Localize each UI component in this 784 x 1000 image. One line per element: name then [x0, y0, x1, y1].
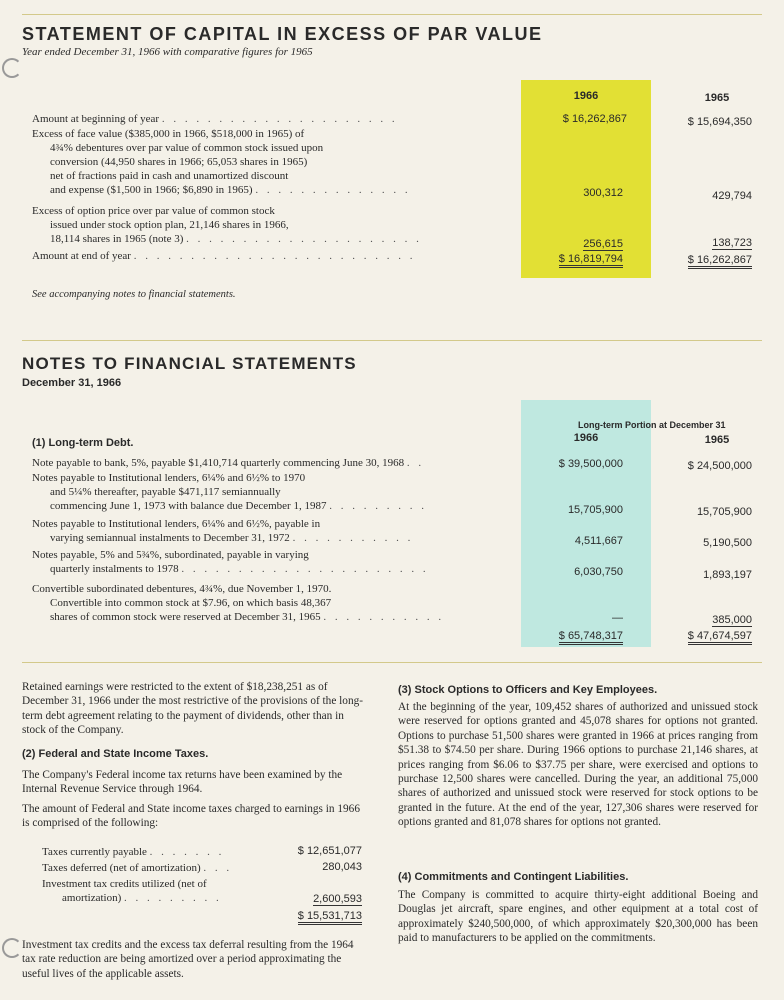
debt-total-1965: $ 47,674,597	[660, 630, 752, 642]
debt-value-1965: 5,190,500	[703, 537, 752, 549]
debt-row-label: commencing June 1, 1973 with balance due December 1, 1987 . . . . . . . . .	[50, 500, 427, 512]
col-1966: 1966	[573, 432, 599, 444]
options-paragraph: At the beginning of the year, 109,452 shares of authorized and unissued stock were reserved for options granted and 45,078 shares for options not granted. Options to purchase 51,500 shares were granted in 1966 at prices ranging from $51.38 to $74.50 per share. During 1966 options to purchase 21,146 shares, at prices ranging from $6.06 to $37.75 per share, were exercised and options to purchase 12,500 shares were cancelled. During the year, an additional 75,000 shares of authorized and unissued stock were reserved for stock options to be granted in the future. At the end of the year, 127,306 shares were reserved for options granted and 81,078 shares for options not granted.	[398, 701, 758, 829]
binder-ring-icon	[2, 58, 22, 78]
debt-row-label: Note payable to bank, 5%, payable $1,410,714 quarterly commencing June 30, 1968 . .	[32, 457, 425, 469]
section-rule	[22, 340, 762, 341]
debt-row-label: quarterly instalments to 1978 . . . . . . . . . . . . . . . . . . . . . .	[50, 563, 429, 575]
debt-row-label: varying semiannual instalments to December 31, 1972 . . . . . . . . . . .	[50, 532, 414, 544]
row-value-1966: $ 16,262,867	[562, 113, 627, 125]
binder-ring-icon	[2, 938, 22, 958]
debt-value-1965: $ 24,500,000	[687, 460, 752, 472]
debt-heading: (1) Long-term Debt.	[32, 437, 134, 449]
row-label: net of fractions paid in cash and unamortized discount	[50, 170, 289, 182]
row-value-1966: 256,615	[583, 238, 623, 250]
lt-portion-header: Long-term Portion at December 31	[578, 420, 726, 430]
debt-row-label: Convertible subordinated debentures, 4¾%, due November 1, 1970.	[32, 583, 332, 595]
options-heading: (3) Stock Options to Officers and Key Employees.	[398, 684, 658, 696]
tax-row-label: Investment tax credits utilized (net of	[42, 878, 207, 890]
col-1965: 1965	[704, 92, 730, 104]
debt-value-1965: 15,705,900	[696, 506, 752, 518]
debt-value-1966: 4,511,667	[574, 535, 623, 547]
debt-value-1965: 385,000	[712, 614, 752, 626]
top-rule	[22, 14, 762, 15]
total-1965: $ 16,262,867	[660, 254, 752, 266]
debt-value-1966: —	[612, 612, 623, 624]
tax-row-value: 280,043	[322, 861, 362, 873]
row-label: 18,114 shares in 1965 (note 3) . . . . . . . . . . . . . . . . . . . . .	[50, 233, 422, 245]
retained-earnings-paragraph: Retained earnings were restricted to the extent of $18,238,251 as of December 31, 1966 under the most restrictive of the provisions of the long-term debt agreement relating to the payment of dividends, other than in stock of the Company.	[22, 681, 364, 737]
debt-value-1966: $ 39,500,000	[558, 458, 623, 470]
tax-row-label: Taxes deferred (net of amortization) . . .	[42, 862, 233, 874]
row-label: Amount at beginning of year . . . . . . . . . . . . . . . . . . . . .	[32, 113, 398, 125]
debt-row-label: Notes payable to Institutional lenders, 6¼% and 6½% to 1970	[32, 472, 306, 484]
notes-rule	[22, 662, 762, 663]
tax-row-value: 2,600,593	[313, 893, 362, 905]
row-value-1965: 429,794	[712, 190, 752, 202]
tax-row-value: $ 12,651,077	[297, 845, 362, 857]
statement-title: STATEMENT OF CAPITAL IN EXCESS OF PAR VALUE	[22, 24, 543, 44]
tax-heading: (2) Federal and State Income Taxes.	[22, 748, 209, 760]
row-value-1965: $ 15,694,350	[687, 116, 752, 128]
total-1966: $ 16,819,794	[521, 253, 623, 265]
debt-row-label: Convertible into common stock at $7.96, on which basis 48,367	[50, 597, 332, 609]
row-label: Excess of option price over par value of common stock	[32, 205, 275, 217]
debt-value-1966: 6,030,750	[574, 566, 623, 578]
tax-paragraph-3: Investment tax credits and the excess tax deferral resulting from the 1964 tax rate reduction are being amortized over a period approximating the useful lives of the applicable assets.	[22, 939, 354, 980]
debt-total-1966: $ 65,748,317	[521, 630, 623, 642]
tax-total: $ 15,531,713	[270, 910, 362, 922]
row-label: conversion (44,950 shares in 1966; 65,053 shares in 1965)	[50, 156, 308, 168]
row-value-1966: 300,312	[583, 187, 623, 199]
row-label: Amount at end of year . . . . . . . . . . . . . . . . . . . . . . . . .	[32, 250, 416, 262]
row-label: and expense ($1,500 in 1966; $6,890 in 1965) . . . . . . . . . . . . . .	[50, 184, 411, 196]
commitments-heading: (4) Commitments and Contingent Liabilities.	[398, 871, 629, 883]
col-1965: 1965	[704, 434, 730, 446]
row-label: Excess of face value ($385,000 in 1966, $518,000 in 1965) of	[32, 128, 305, 140]
debt-row-label: shares of common stock were reserved at December 31, 1965 . . . . . . . . . . .	[50, 611, 445, 623]
row-label: 4¾% debentures over par value of common stock issued upon	[50, 142, 324, 154]
row-label: issued under stock option plan, 21,146 shares in 1966,	[50, 219, 289, 231]
debt-value-1966: 15,705,900	[567, 504, 623, 516]
debt-row-label: Notes payable, 5% and 5¾%, subordinated, payable in varying	[32, 549, 309, 561]
commitments-paragraph: The Company is committed to acquire thirty-eight additional Boeing and Douglas jet aircraft, spare engines, and other equipment at a total cost of approximately $240,500,000, of which approximately $20,300,000 has been paid to manufacturers to be applied on the commitments.	[398, 889, 758, 945]
col-1966: 1966	[573, 90, 599, 102]
tax-paragraph-1: The Company's Federal income tax returns have been examined by the Internal Revenue Service through 1964.	[22, 769, 343, 796]
debt-value-1965: 1,893,197	[703, 569, 752, 581]
debt-row-label: Notes payable to Institutional lenders, 6¼% and 6½%, payable in	[32, 518, 321, 530]
statement-subtitle: Year ended December 31, 1966 with comparative figures for 1965	[22, 46, 313, 58]
notes-title: NOTES TO FINANCIAL STATEMENTS	[22, 354, 357, 373]
row-value-1965: 138,723	[712, 237, 752, 249]
debt-row-label: and 5¼% thereafter, payable $471,117 semiannually	[50, 486, 281, 498]
tax-paragraph-2: The amount of Federal and State income taxes charged to earnings in 1966 is comprised of the following:	[22, 803, 360, 830]
tax-row-label: Taxes currently payable . . . . . . .	[42, 846, 225, 858]
notes-date: December 31, 1966	[22, 377, 122, 389]
statement-note: See accompanying notes to financial statements.	[32, 289, 236, 300]
tax-row-label: amortization) . . . . . . . . .	[62, 892, 222, 904]
